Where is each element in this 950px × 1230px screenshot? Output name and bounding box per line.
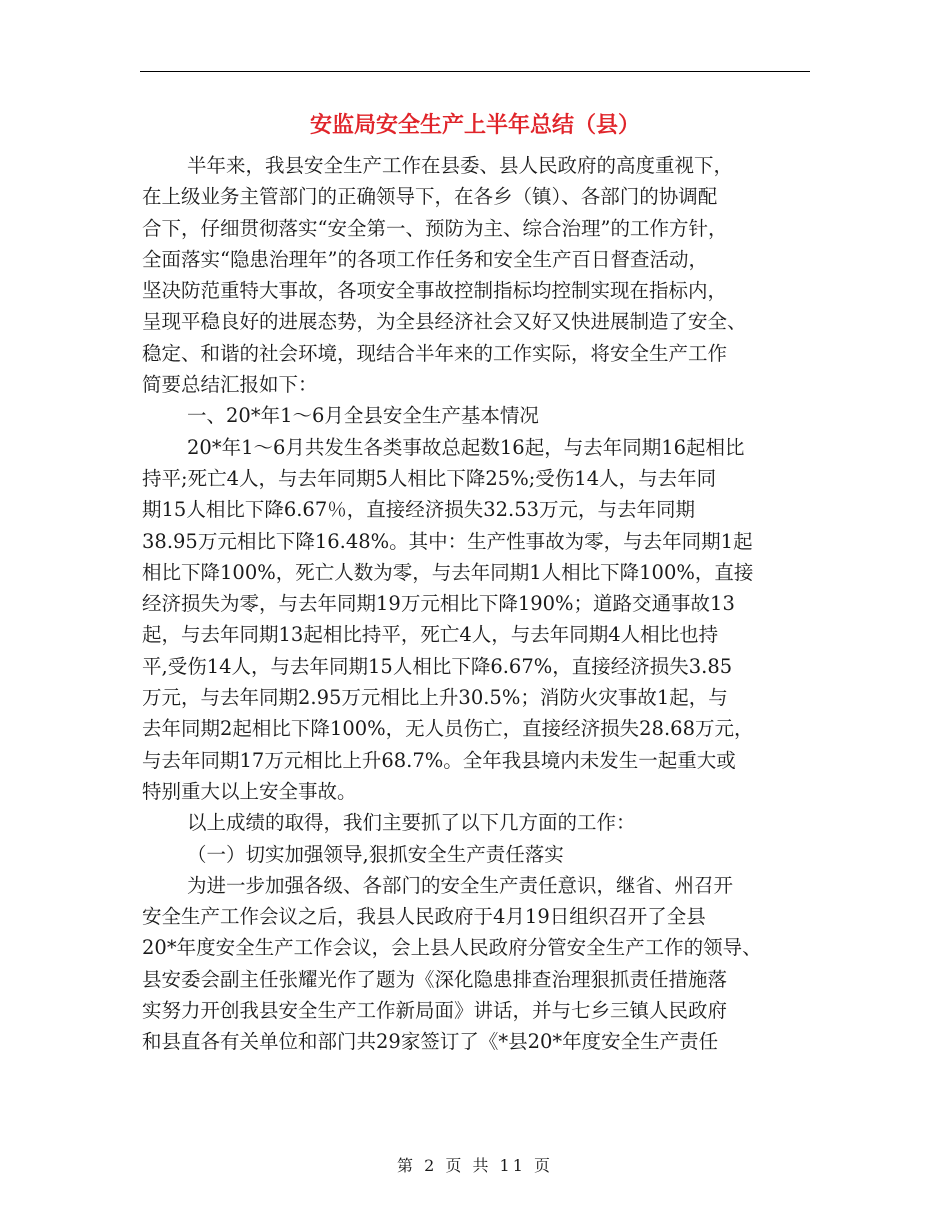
body-line-1: 半年来，我县安全生产工作在县委、县人民政府的高度重视下，	[187, 154, 734, 177]
body-line-17: 平,受伤14人，与去年同期15人相比下降6.67%，直接经济损失3.85	[142, 654, 733, 678]
body-line-22: 以上成绩的取得，我们主要抓了以下几方面的工作：	[187, 811, 636, 835]
page-number: 第 2 页 共 11 页	[397, 1156, 553, 1175]
section-heading-1: 一、20*年1～6月全县安全生产基本情况	[187, 404, 539, 428]
body-line-21: 特别重大以上安全事故。	[142, 779, 357, 803]
body-line-28: 实努力开创我县安全生产工作新局面》讲话，并与七乡三镇人民政府	[142, 999, 728, 1023]
header-rule	[140, 71, 810, 72]
document-title: 安监局安全生产上半年总结（县）	[309, 112, 640, 138]
body-line-7: 稳定、和谐的社会环境，现结合半年来的工作实际，将安全生产工作	[142, 341, 728, 365]
body-line-13: 38.95万元相比下降16.48%。其中：生产性事故为零，与去年同期1起	[142, 529, 753, 553]
body-line-18: 万元，与去年同期2.95万元相比上升30.5%；消防火灾事故1起，与	[142, 686, 728, 710]
subsection-heading-1: （一）切实加强领导,狠抓安全生产责任落实	[187, 842, 564, 866]
body-line-2: 在上级业务主管部门的正确领导下，在各乡（镇）、各部门的协调配	[142, 185, 718, 209]
body-line-24: 为进一步加强各级、各部门的安全生产责任意识，继省、州召开	[187, 873, 734, 897]
body-line-11: 持平;死亡4人，与去年同期5人相比下降25%;受伤14人，与去年同	[142, 466, 717, 490]
body-line-15: 经济损失为零，与去年同期19万元相比下降190%；道路交通事故13	[142, 592, 735, 616]
body-line-29: 和县直各有关单位和部门共29家签订了《*县20*年度安全生产责任	[142, 1030, 719, 1054]
body-line-16: 起，与去年同期13起相比持平，死亡4人，与去年同期4人相比也持	[142, 623, 719, 647]
body-line-20: 与去年同期17万元相比上升68.7%。全年我县境内未发生一起重大或	[142, 748, 736, 772]
document-body	[142, 150, 814, 1058]
body-line-25: 安全生产工作会议之后，我县人民政府于4月19日组织召开了全县	[142, 905, 706, 929]
body-line-6: 呈现平稳良好的进展态势，为全县经济社会又好又快进展制造了安全、	[142, 310, 747, 334]
body-line-14: 相比下降100%，死亡人数为零，与去年同期1人相比下降100%，直接	[142, 560, 754, 584]
body-line-8: 简要总结汇报如下：	[142, 373, 318, 397]
body-line-12: 期15人相比下降6.67％，直接经济损失32.53万元，与去年同期	[142, 498, 696, 522]
body-line-4: 全面落实“隐患治理年”的各项工作任务和安全生产百日督查活动，	[142, 247, 708, 271]
body-line-10: 20*年1～6月共发生各类事故总起数16起，与去年同期16起相比	[187, 435, 745, 459]
body-line-26: 20*年度安全生产工作会议，会上县人民政府分管安全生产工作的领导、	[142, 936, 762, 960]
body-line-3: 合下，仔细贯彻落实“安全第一、预防为主、综合治理”的工作方针，	[142, 216, 728, 240]
body-line-5: 坚决防范重特大事故，各项安全事故控制指标均控制实现在指标内，	[142, 279, 728, 303]
body-line-19: 去年同期2起相比下降100%，无人员伤亡，直接经济损失28.68万元，	[142, 717, 754, 741]
body-line-27: 县安委会副主任张耀光作了题为《深化隐患排查治理狠抓责任措施落	[142, 967, 728, 991]
